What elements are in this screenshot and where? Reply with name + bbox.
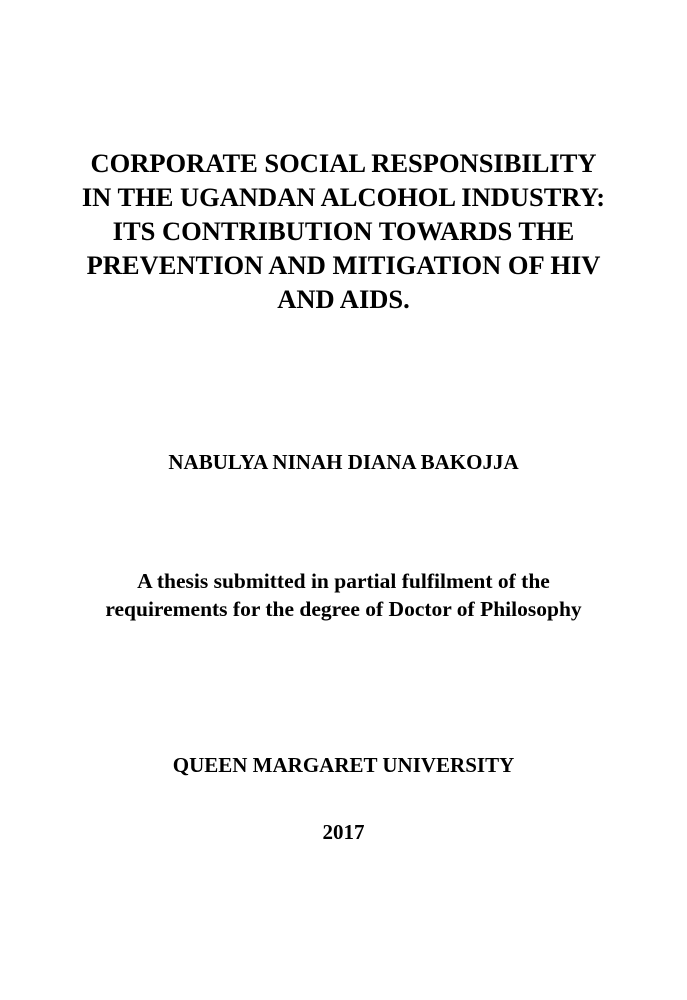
thesis-title-line: PREVENTION AND MITIGATION OF HIV bbox=[86, 250, 601, 280]
submission-year: 2017 bbox=[322, 820, 365, 844]
thesis-title bbox=[60, 146, 627, 316]
submission-statement bbox=[60, 567, 627, 623]
thesis-title-line: IN THE UGANDAN ALCOHOL INDUSTRY: bbox=[81, 182, 606, 212]
thesis-title-line: CORPORATE SOCIAL RESPONSIBILITY bbox=[90, 148, 597, 178]
author-name: NABULYA NINAH DIANA BAKOJJA bbox=[168, 450, 519, 474]
university-name: QUEEN MARGARET UNIVERSITY bbox=[172, 753, 515, 777]
submission-statement-line: A thesis submitted in partial fulfilment of the bbox=[137, 569, 550, 593]
thesis-title-line: AND AIDS. bbox=[277, 284, 410, 314]
submission-statement-line: requirements for the degree of Doctor of Philosophy bbox=[105, 597, 582, 621]
thesis-title-line: ITS CONTRIBUTION TOWARDS THE bbox=[112, 216, 575, 246]
